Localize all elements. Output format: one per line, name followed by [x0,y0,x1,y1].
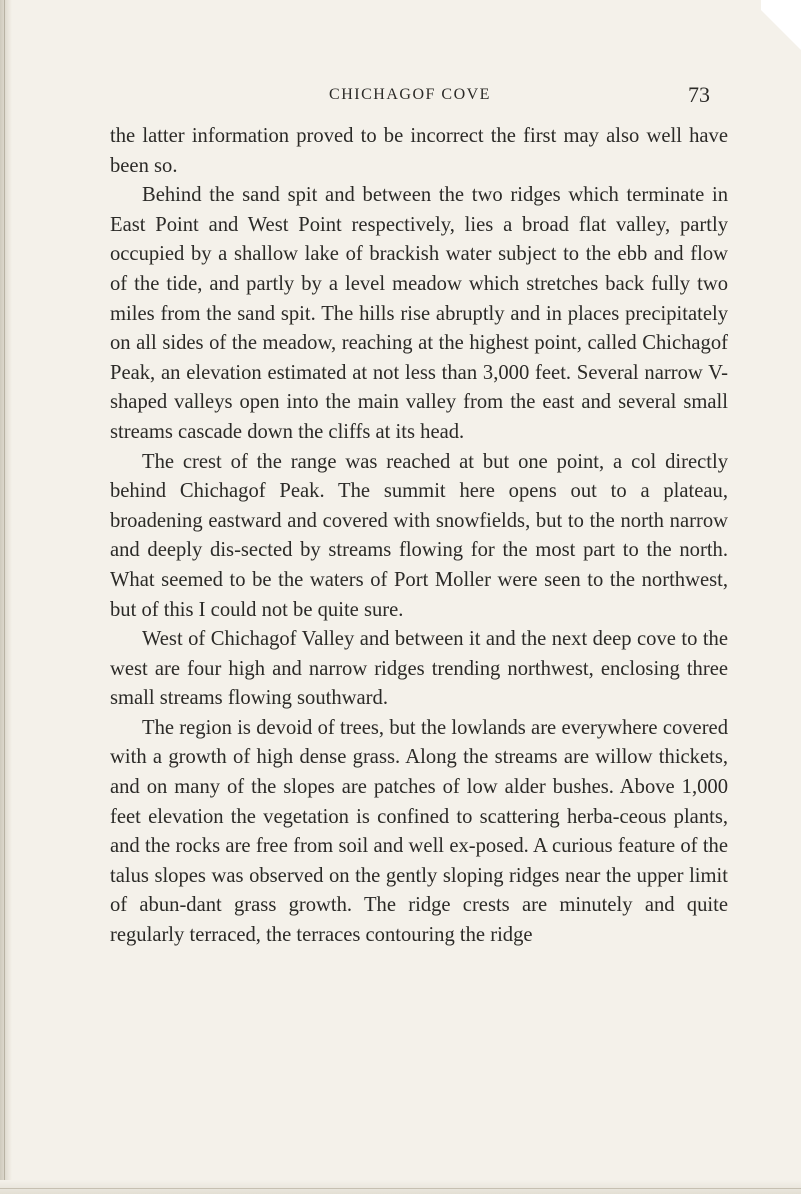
paragraph-crest: The crest of the range was reached at but one point, a col directly behind Chichagof Peak. The summit here opens out to a plateau, broadening eastward and covered with snowfields, but to the north narrow and deeply dis-sected by streams flowing for the most part to the north. What seemed to be the waters of Port Moller were seen to the northwest, but of this I could not be quite sure. [110,450,728,621]
page-number: 73 [688,82,710,107]
page-corner [761,0,801,70]
running-head: CHICHAGOF COVE [329,86,491,103]
paragraph-continued: the latter information proved to be incorrect the first may also well have been so. [110,125,728,177]
paragraph-vegetation: The region is devoid of trees, but the lowlands are everywhere covered with a growth of high dense grass. Along the streams are willow thickets, and on many of the slopes are patches of low alder bushes. Above 1,000 feet elevation the vegetation is confined to scattering herba-ceous plants, and the rocks are free from soil and well ex-posed. A curious feature of the talus slopes was observed on the gently sloping ridges near the upper limit of abun-dant grass growth. The ridge crests are minutely and quite regularly terraced, the terraces contouring the ridge [110,716,728,947]
body-text [110,122,728,951]
paragraph-west: West of Chichagof Valley and between it and the next deep cove to the west are four high and narrow ridges trending northwest, enclosing three small streams flowing southward. [110,628,728,710]
paragraph-valley: Behind the sand spit and between the two ridges which terminate in East Point and West Point respectively, lies a broad flat valley, partly occupied by a shallow lake of brackish water subject to the ebb and flow of the tide, and partly by a level meadow which stretches back fully two miles from the sand spit. The hills rise abruptly and in places precipitately on all sides of the meadow, reaching at the highest point, called Chichagof Peak, an elevation estimated at not less than 3,000 feet. Several narrow V-shaped valleys open into the main valley from the east and several small streams cascade down the cliffs at its head. [110,184,728,443]
page-header [110,82,710,114]
page-bottom-edge [0,1180,801,1194]
page-binding-edge [0,0,12,1194]
